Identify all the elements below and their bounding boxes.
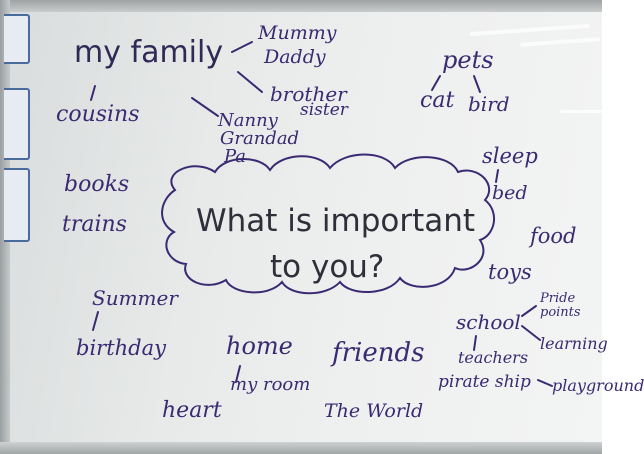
word-sister: sister [300, 100, 348, 120]
word-pa: Pa [224, 146, 247, 167]
center-question-line2: to you? [270, 249, 385, 285]
word-books: books [64, 172, 130, 197]
word-learning: learning [540, 334, 608, 353]
word-teachers: teachers [458, 348, 529, 367]
word-trains: trains [62, 212, 127, 237]
center-question-line1: What is important [196, 203, 476, 239]
word-summer: Summer [92, 286, 178, 310]
word-bed: bed [492, 182, 528, 204]
my-family-title: my family [74, 35, 224, 70]
word-mummy: Mummy [258, 22, 337, 44]
word-cousins: cousins [56, 102, 140, 127]
word-toys: toys [488, 260, 532, 284]
word-daddy: Daddy [264, 46, 326, 68]
word-playground: playground [552, 376, 644, 395]
word-bird: bird [468, 92, 510, 116]
word-heart: heart [162, 398, 222, 423]
word-pirate-ship: pirate ship [438, 372, 531, 392]
word-brother: brother [270, 82, 347, 106]
word-pride-points: Pride points [540, 291, 581, 320]
word-birthday: birthday [76, 336, 166, 360]
word-school: school [456, 310, 521, 334]
word-sleep: sleep [482, 144, 538, 168]
word-nanny: Nanny [218, 110, 278, 131]
word-friends: friends [332, 338, 425, 368]
word-pets: pets [442, 46, 494, 74]
word-grandad: Grandad [220, 128, 300, 149]
word-cat: cat [420, 88, 455, 113]
word-food: food [530, 224, 577, 248]
word-home: home [226, 332, 293, 360]
word-the-world: The World [324, 400, 424, 422]
word-my-room: my room [230, 374, 311, 395]
